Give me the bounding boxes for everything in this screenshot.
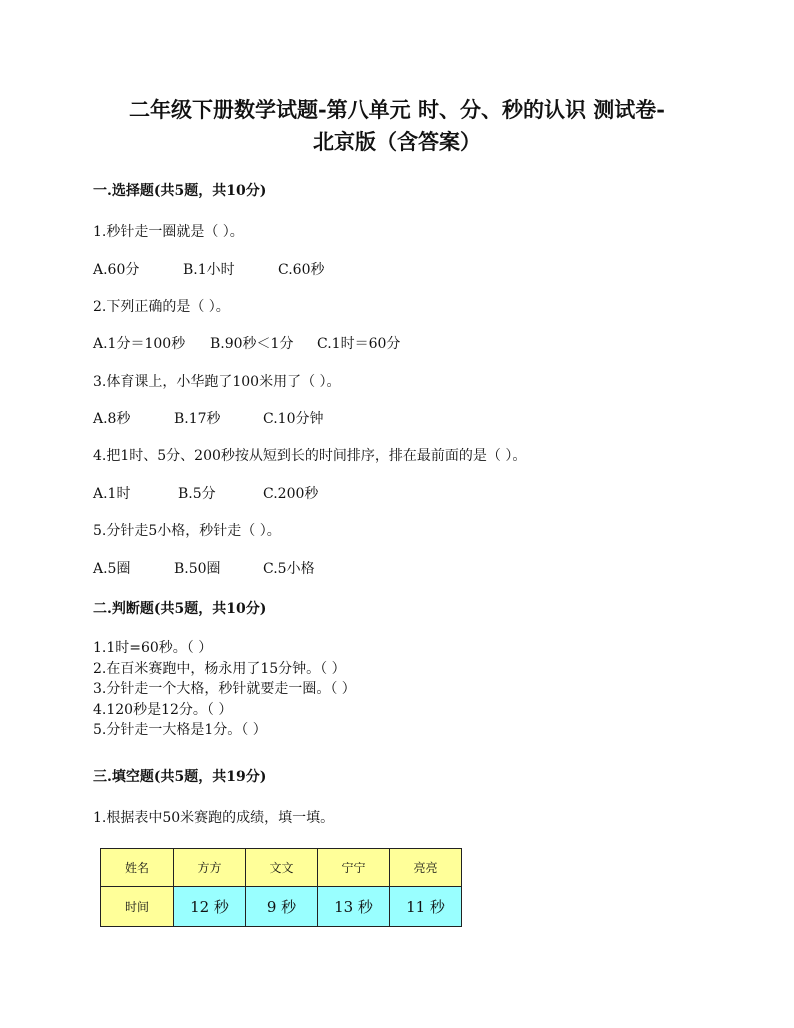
option-a: A.1分＝100秒	[93, 336, 186, 352]
table-cell-time: 12 秒	[174, 887, 246, 927]
option-c: C.60秒	[278, 262, 325, 278]
question-options	[93, 558, 315, 578]
option-b: B.90秒＜1分	[210, 336, 294, 352]
judge-item: 4.120秒是12分。（ ）	[93, 701, 233, 718]
option-a: A.60分	[93, 262, 140, 278]
option-a: A.5圈	[93, 561, 131, 577]
option-c: C.5小格	[263, 561, 315, 577]
table-row	[101, 887, 462, 927]
question-stem: 1.根据表中50米赛跑的成绩，填一填。	[93, 810, 335, 826]
option-c: C.200秒	[263, 486, 319, 502]
option-b: B.1小时	[183, 262, 235, 278]
table-cell-name: 宁宁	[318, 849, 390, 887]
question-stem: 2.下列正确的是（ ）。	[93, 299, 230, 315]
title-line-2: 北京版（含答案）	[313, 129, 481, 154]
question-stem: 1.秒针走一圈就是（ ）。	[93, 224, 244, 240]
question-options	[93, 259, 324, 279]
option-c: C.1时＝60分	[317, 336, 401, 352]
table-cell-time: 9 秒	[246, 887, 318, 927]
question-stem: 3.体育课上，小华跑了100米用了（ ）。	[93, 374, 341, 390]
question-stem: 5.分针走5小格，秒针走（ ）。	[93, 523, 281, 539]
judge-item: 5.分针走一大格是1分。（ ）	[93, 722, 267, 738]
score-table	[100, 848, 462, 927]
question-stem: 4.把1时、5分、200秒按从短到长的时间排序，排在最前面的是（ ）。	[93, 448, 527, 464]
option-a: A.1时	[93, 486, 131, 502]
section-heading-choice: 一.选择题(共5题，共10分)	[93, 183, 267, 199]
section-heading-judge: 二.判断题(共5题，共10分)	[93, 601, 267, 617]
table-cell-name: 文文	[246, 849, 318, 887]
judge-item: 1.1时=60秒。（ ）	[93, 640, 213, 656]
judge-item: 3.分针走一个大格，秒针就要走一圈。（ ）	[93, 681, 356, 697]
option-a: A.8秒	[93, 411, 131, 427]
section-heading-fill: 三.填空题(共5题，共19分)	[93, 769, 267, 785]
option-c: C.10分钟	[263, 411, 324, 427]
table-cell-name: 方方	[174, 849, 246, 887]
table-cell-name: 亮亮	[390, 849, 462, 887]
option-b: B.50圈	[174, 561, 221, 577]
question-options	[93, 483, 318, 503]
table-cell-time: 13 秒	[318, 887, 390, 927]
table-row	[101, 849, 462, 887]
option-b: B.5分	[178, 486, 216, 502]
question-options	[93, 408, 323, 428]
table-cell-time: 11 秒	[390, 887, 462, 927]
table-cell-label: 时间	[101, 887, 174, 927]
question-options	[93, 333, 400, 353]
option-b: B.17秒	[174, 411, 221, 427]
judge-list	[93, 638, 356, 741]
title-line-1: 二年级下册数学试题-第八单元 时、分、秒的认识 测试卷-	[128, 97, 666, 122]
table-cell-label: 姓名	[101, 849, 174, 887]
document-title	[60, 94, 734, 158]
judge-item: 2.在百米赛跑中，杨永用了15分钟。（ ）	[93, 660, 346, 677]
